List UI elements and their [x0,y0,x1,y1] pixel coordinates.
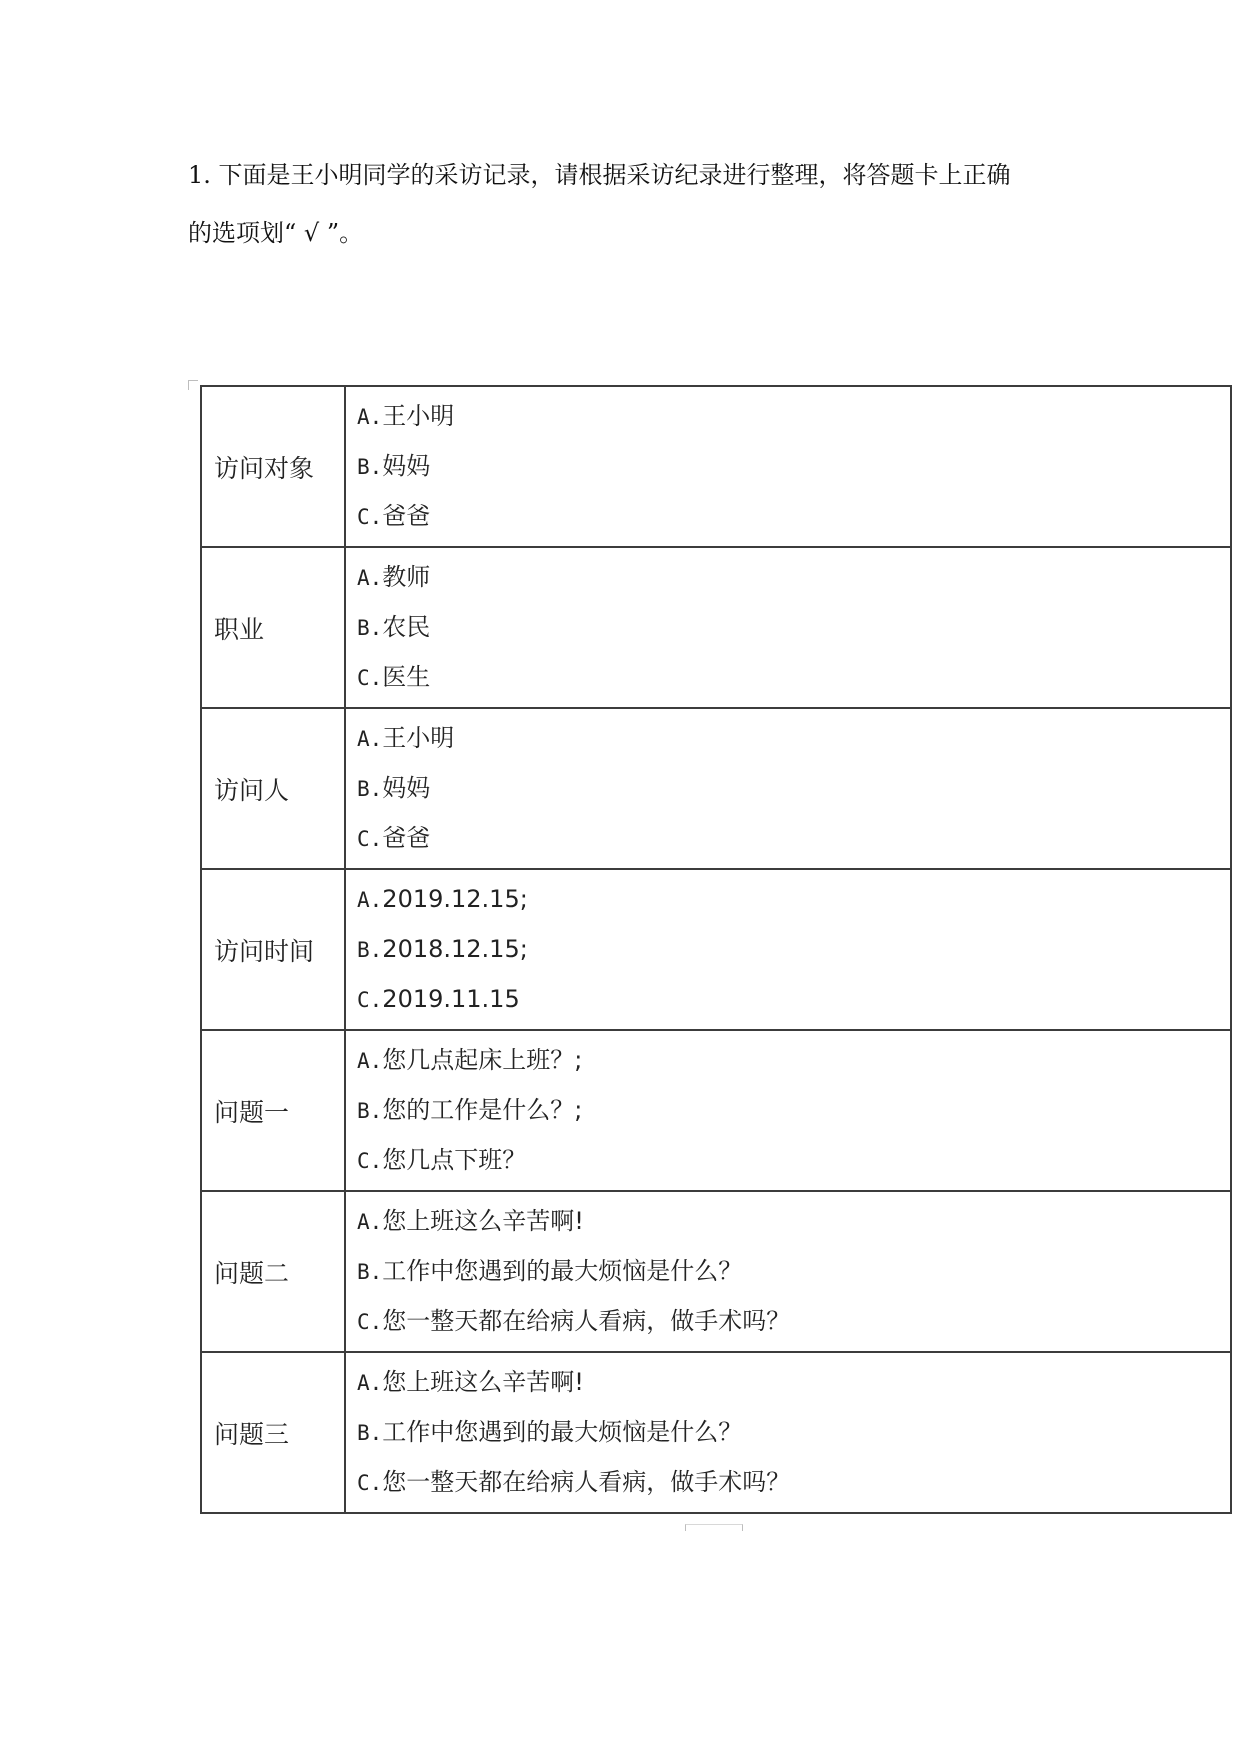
option-text: 您一整天都在给病人看病，做手术吗？ [382,1467,791,1496]
option-b[interactable] [357,1086,1230,1136]
option-letter: A. [357,404,383,429]
option-a[interactable] [357,714,1230,764]
option-letter: B. [357,454,383,479]
table-row [201,1191,1231,1352]
option-text: 您几点下班？ [382,1145,527,1174]
option-letter: B. [357,1098,383,1123]
option-letter: C. [357,1309,383,1334]
option-a[interactable] [357,1358,1230,1408]
table-row [201,386,1231,547]
table-row [201,869,1231,1030]
question-line-1: 1. 下面是王小明同学的采访记录，请根据采访纪录进行整理，将答题卡上正确 [188,161,1011,189]
table-row [201,547,1231,708]
option-text: 教师 [382,562,431,591]
option-a[interactable] [357,1197,1230,1247]
option-b[interactable] [357,764,1230,814]
option-text: 妈妈 [382,451,431,480]
option-letter: B. [357,1420,383,1445]
option-text: 2019.12.15; [382,884,528,913]
answer-table [200,385,1232,1514]
option-a[interactable] [357,875,1230,925]
option-letter: C. [357,826,383,851]
option-c[interactable] [357,1136,1230,1186]
row-label: 访问人 [201,708,345,869]
table-row [201,1030,1231,1191]
option-text: 王小明 [382,723,455,752]
option-letter: C. [357,665,383,690]
table-row [201,1352,1231,1513]
row-label: 问题三 [201,1352,345,1513]
option-text: 工作中您遇到的最大烦恼是什么？ [382,1417,743,1446]
option-list [345,547,1231,708]
option-letter: A. [357,887,383,912]
option-letter: C. [357,1470,383,1495]
option-list [345,869,1231,1030]
option-text: 农民 [382,612,431,641]
option-text: 您上班这么辛苦啊! [382,1206,584,1235]
page-bottom-mark [685,1524,743,1531]
option-text: 爸爸 [382,823,431,852]
option-text: 爸爸 [382,501,431,530]
option-b[interactable] [357,925,1230,975]
option-c[interactable] [357,492,1230,542]
option-text: 2018.12.15; [382,934,528,963]
option-b[interactable] [357,1408,1230,1458]
row-label: 职业 [201,547,345,708]
option-letter: A. [357,1370,383,1395]
question-line-2: 的选项划“ √ ”。 [188,219,364,247]
option-a[interactable] [357,1036,1230,1086]
option-list [345,1030,1231,1191]
option-b[interactable] [357,1247,1230,1297]
option-letter: C. [357,504,383,529]
option-letter: A. [357,565,383,590]
row-label: 访问对象 [201,386,345,547]
row-label: 访问时间 [201,869,345,1030]
option-c[interactable] [357,653,1230,703]
option-letter: A. [357,726,383,751]
option-letter: B. [357,1259,383,1284]
option-c[interactable] [357,1458,1230,1508]
table-corner-mark [188,380,198,390]
option-letter: B. [357,615,383,640]
option-c[interactable] [357,1297,1230,1347]
option-text: 您几点起床上班？; [382,1045,583,1074]
option-letter: C. [357,1148,383,1173]
option-letter: B. [357,937,383,962]
option-b[interactable] [357,442,1230,492]
option-letter: A. [357,1209,383,1234]
option-a[interactable] [357,553,1230,603]
row-label: 问题一 [201,1030,345,1191]
option-letter: B. [357,776,383,801]
option-text: 您上班这么辛苦啊! [382,1367,584,1396]
table-row [201,708,1231,869]
option-list [345,386,1231,547]
option-text: 工作中您遇到的最大烦恼是什么？ [382,1256,743,1285]
option-text: 您的工作是什么？; [382,1095,583,1124]
option-text: 医生 [382,662,431,691]
option-letter: C. [357,987,383,1012]
option-b[interactable] [357,603,1230,653]
option-text: 您一整天都在给病人看病，做手术吗？ [382,1306,791,1335]
option-list [345,1352,1231,1513]
option-list [345,1191,1231,1352]
question-text [188,146,1068,262]
option-a[interactable] [357,392,1230,442]
option-text: 王小明 [382,401,455,430]
option-text: 妈妈 [382,773,431,802]
row-label: 问题二 [201,1191,345,1352]
option-list [345,708,1231,869]
option-c[interactable] [357,814,1230,864]
option-text: 2019.11.15 [382,984,520,1013]
option-c[interactable] [357,975,1230,1025]
option-letter: A. [357,1048,383,1073]
